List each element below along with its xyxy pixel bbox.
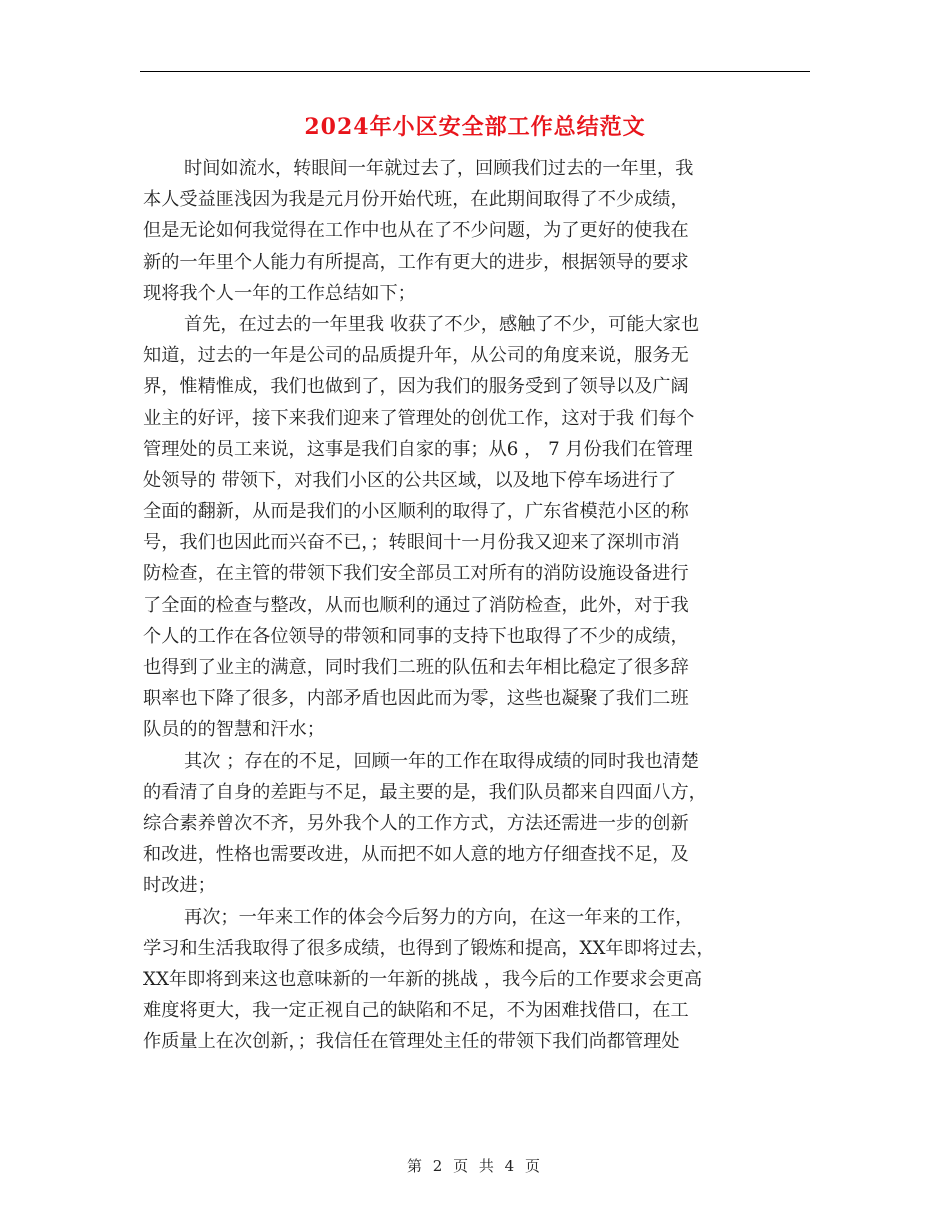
document-title: 2024年小区安全部工作总结范文: [304, 114, 646, 140]
text-line: 本人受益匪浅因为我是元月份开始代班，在此期间取得了不少成绩，: [143, 189, 689, 211]
text-line: 再次；一年来工作的体会今后努力的方向，在这一年来的工作，: [184, 906, 694, 928]
text-line: 但是无论如何我觉得在工作中也从在了不少问题，为了更好的使我在: [143, 220, 689, 242]
text-line: 管理处的员工来说，这事是我们自家的事；从6 ， 7 月份我们在管理: [143, 438, 693, 460]
text-line: 时间如流水，转眼间一年就过去了，回顾我们过去的一年里，我: [184, 158, 694, 179]
text-line: 了全面的检查与整改，从而也顺利的通过了消防检查，此外，对于我: [143, 594, 689, 616]
text-line: 知道，过去的一年是公司的品质提升年，从公司的角度来说，服务无: [143, 345, 689, 367]
text-line: 难度将更大，我一定正视自己的缺陷和不足，不为困难找借口，在工: [143, 1000, 689, 1022]
text-line: 和改进，性格也需要改进，从而把不如人意的地方仔细查找不足，及: [143, 844, 689, 866]
text-line: 其次 ；存在的不足，回顾一年的工作在取得成绩的同时我也清楚: [184, 750, 700, 772]
text-line: 现将我个人一年的工作总结如下；: [143, 282, 416, 304]
text-line: 全面的翻新，从而是我们的小区顺利的取得了，广东省模范小区的称: [143, 501, 689, 523]
text-line: 号，我们也因此而兴奋不已，；转眼间十一月份我又迎来了深圳市消: [143, 532, 680, 554]
text-line: 学习和生活我取得了很多成绩，也得到了锻炼和提高，XX年即将过去，: [143, 937, 715, 959]
text-line: 也得到了业主的满意，同时我们二班的队伍和去年相比稳定了很多辞: [143, 657, 689, 678]
text-line: 处领导的 带领下，对我们小区的公共区域，以及地下停车场进行了: [143, 469, 677, 491]
text-line: 新的一年里个人能力有所提高，工作有更大的进步，根据领导的要求: [143, 251, 689, 273]
text-line: 首先，在过去的一年里我 收获了不少，感触了不少，可能大家也: [184, 313, 700, 335]
text-line: 职率也下降了很多，内部矛盾也因此而为零，这些也凝聚了我们二班: [143, 688, 689, 710]
text-line: 个人的工作在各位领导的带领和同事的支持下也取得了不少的成绩，: [143, 625, 689, 647]
text-line: 作质量上在次创新，；我信任在管理处主任的带领下我们尚都管理处: [143, 1031, 680, 1053]
text-line: 队员的的智慧和汗水；: [143, 719, 325, 741]
text-line: 综合素养曾次不齐，另外我个人的工作方式，方法还需进一步的创新: [143, 812, 689, 834]
text-line: 防检查，在主管的带领下我们安全部员工对所有的消防设施设备进行: [143, 563, 689, 585]
text-line: 业主的好评，接下来我们迎来了管理处的创优工作，这对于我 们每个: [143, 407, 695, 429]
page-footer: 第 2 页 共 4 页: [407, 1157, 543, 1175]
text-line: 界，惟精惟成，我们也做到了，因为我们的服务受到了领导以及广阔: [143, 376, 689, 398]
text-line: 时改进；: [143, 875, 216, 897]
header-rule: [140, 71, 810, 72]
text-line: 的看清了自身的差距与不足，最主要的是，我们队员都来自四面八方，: [143, 781, 707, 803]
text-line: XX年即将到来这也意味新的一年新的挑战 ，我今后的工作要求会更高: [143, 968, 703, 990]
document-body: [143, 153, 813, 1057]
